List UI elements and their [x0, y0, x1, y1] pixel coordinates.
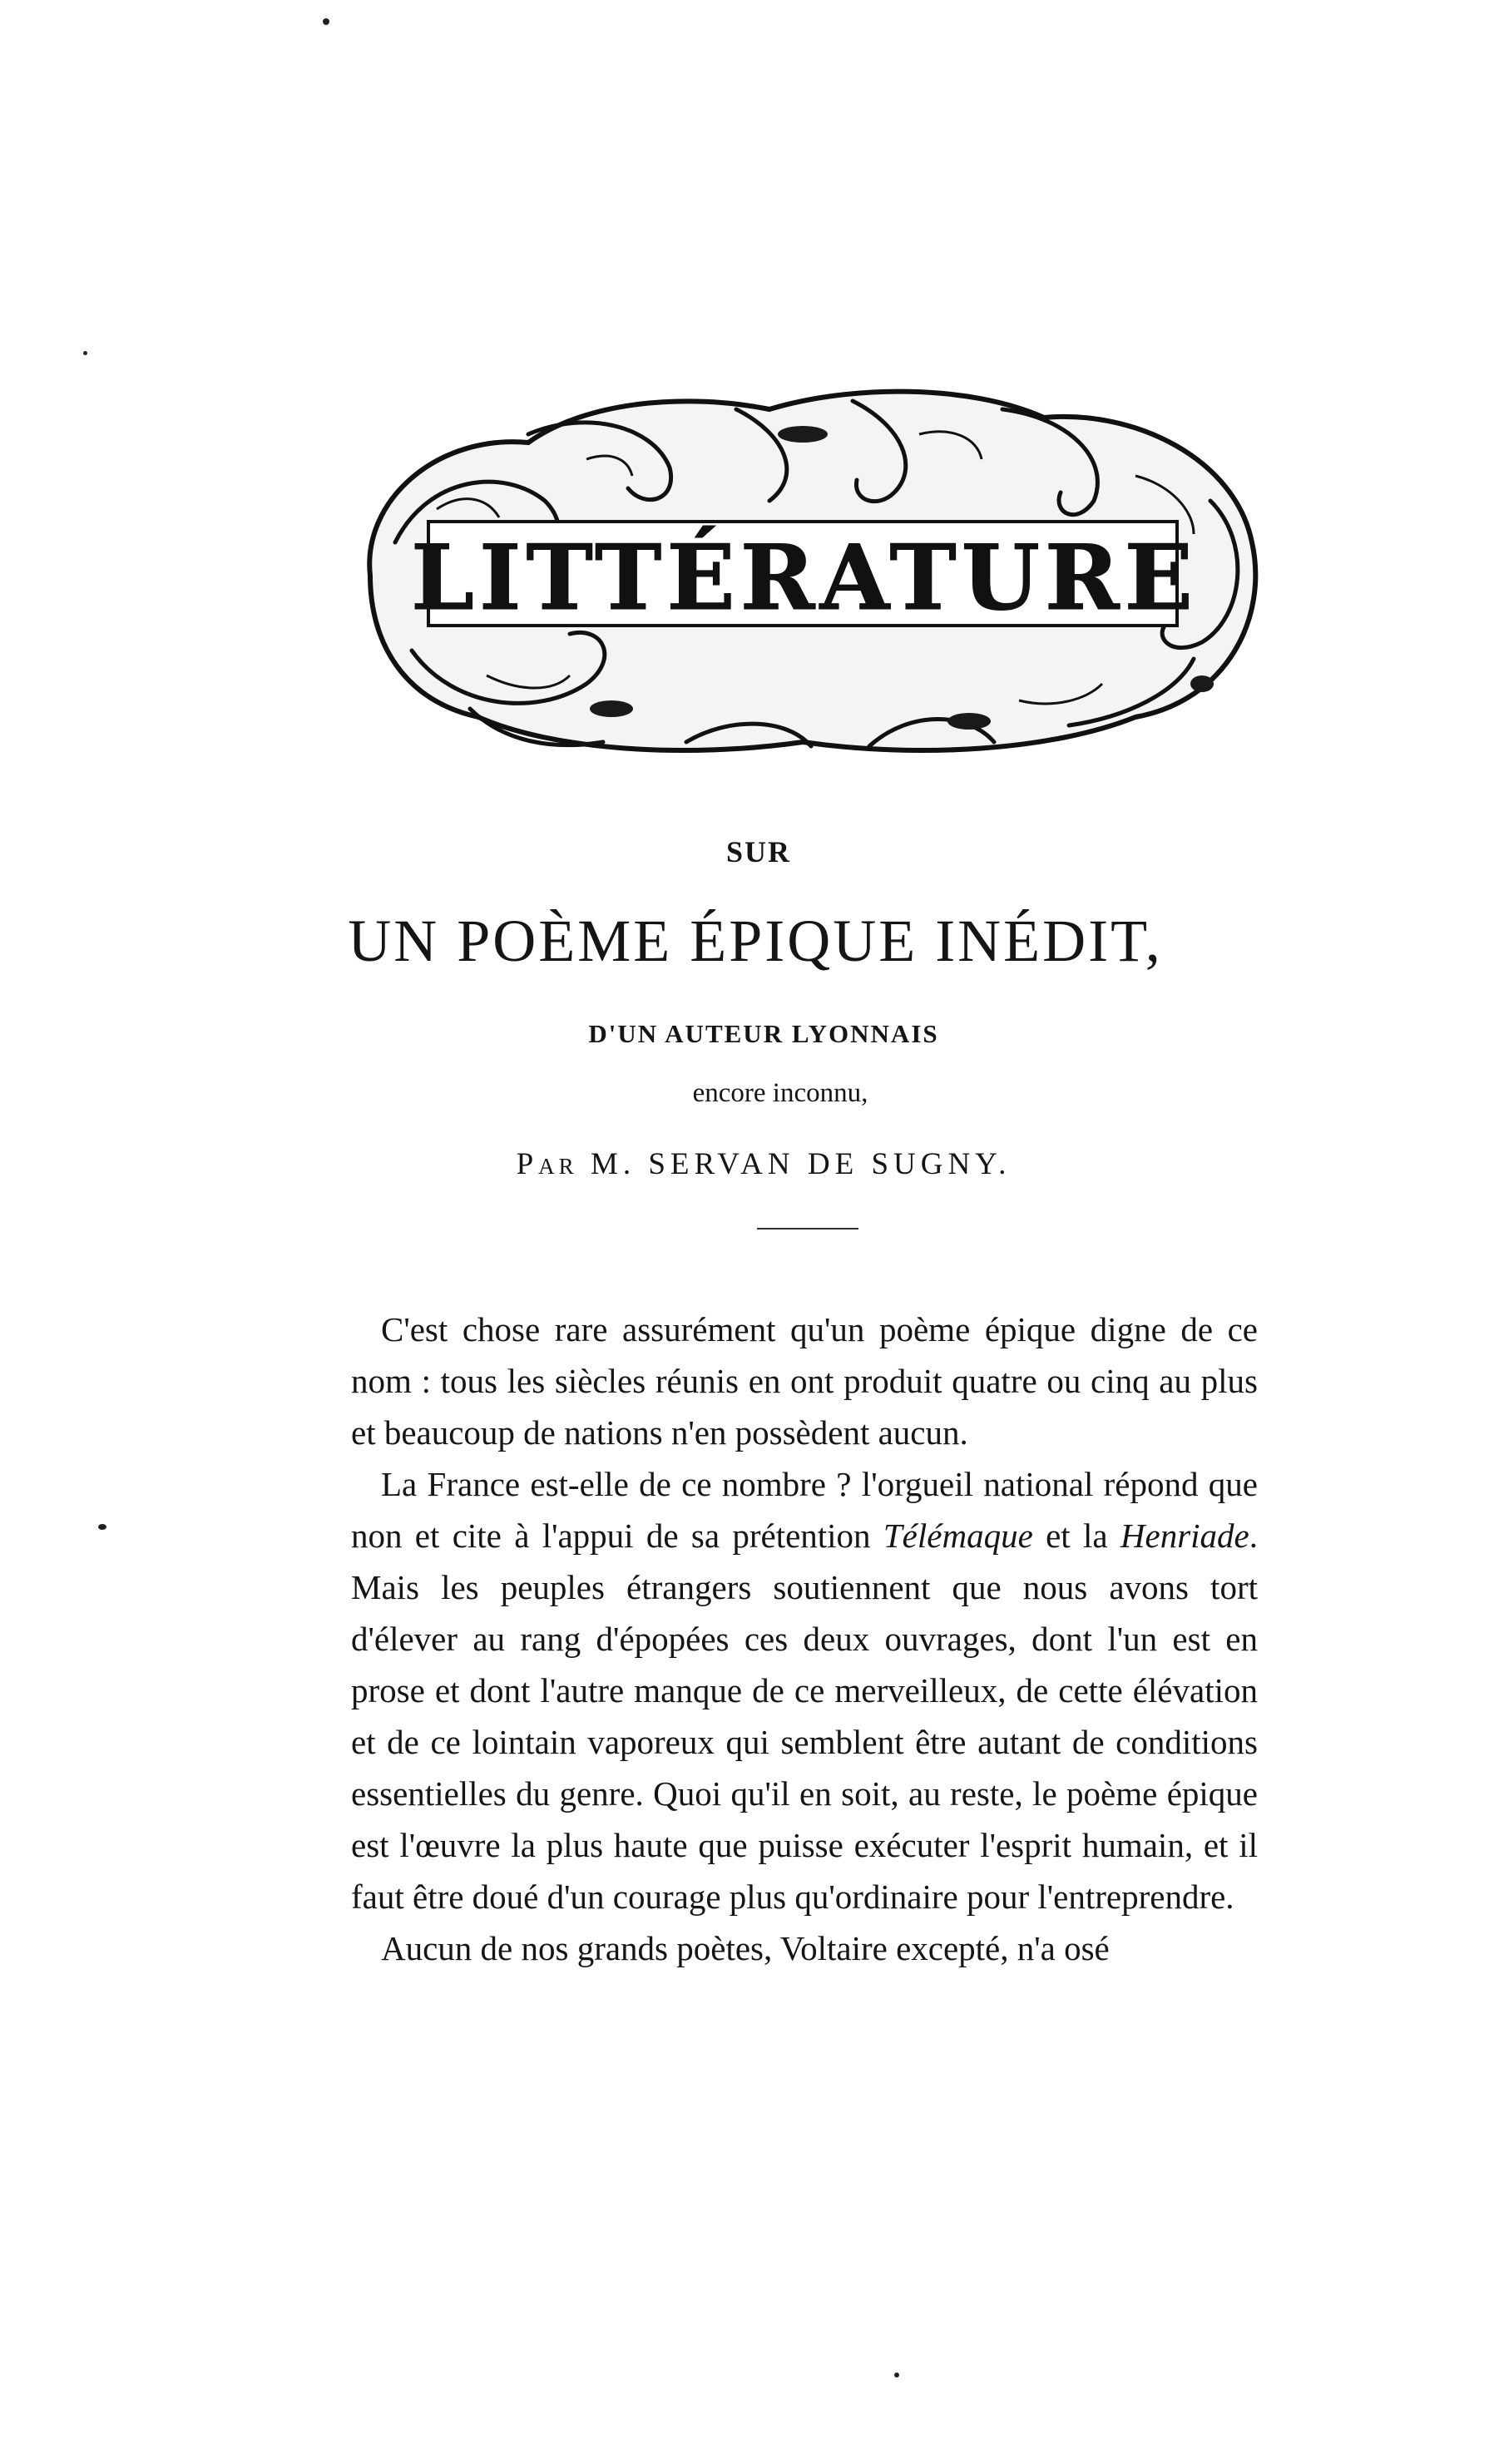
page-title: UN POÈME ÉPIQUE INÉDIT,	[348, 908, 1163, 974]
ink-speck	[83, 351, 87, 355]
paragraph	[351, 1458, 1258, 1922]
headpiece-word: LITTÉRATURE	[411, 526, 1198, 631]
section-divider	[757, 1228, 858, 1230]
work-title-telemaque: Télémaque	[883, 1516, 1033, 1555]
paragraph-text: . Mais les peuples étrangers soutiennent que nous avons tort d'élever au rang d'épopées ces deux ouvrages, dont l'un est en prose et dont l'autre manque de ce merveilleux, de cette élévation et de ce lointain vaporeux qui semblent être autant de conditions essentielles du genre. Quoi qu'il en soit, au reste, le poème épique est l'œuvre la plus haute que puisse exécuter l'esprit humain, et il faut être doué d'un courage plus qu'ordinaire pour l'entreprendre.	[351, 1516, 1259, 1916]
author-prefix-rest: AR	[538, 1154, 578, 1179]
paragraph: C'est chose rare assurément qu'un poème épique digne de ce nom : tous les siècles réunis en ont produit quatre ou cinq au plus et beaucoup de nations n'en possèdent aucun.	[351, 1310, 1258, 1452]
paragraph-text: La France est-elle de ce nombre ? l'orgueil national répond que non et cite à l'appui de sa prétention	[351, 1465, 1258, 1555]
paragraph-text: et la	[1046, 1516, 1108, 1555]
author-line	[17, 1146, 1494, 1182]
body-text	[351, 1304, 1258, 1974]
work-title-henriade: Henriade	[1120, 1516, 1249, 1555]
ornamental-headpiece	[337, 376, 1273, 767]
author-name: M. SERVAN DE SUGNY.	[590, 1147, 1012, 1181]
ink-speck	[98, 1524, 106, 1530]
heading-sur: SUR	[725, 835, 792, 868]
author-prefix-initial: P	[516, 1147, 539, 1181]
ink-speck	[894, 2372, 899, 2377]
subtitle-secondary: encore inconnu,	[692, 1078, 868, 1108]
paragraph: Aucun de nos grands poètes, Voltaire excepté, n'a osé	[381, 1929, 1110, 1967]
subtitle: D'UN AUTEUR LYONNAIS	[588, 1019, 939, 1048]
ink-speck	[323, 18, 329, 25]
